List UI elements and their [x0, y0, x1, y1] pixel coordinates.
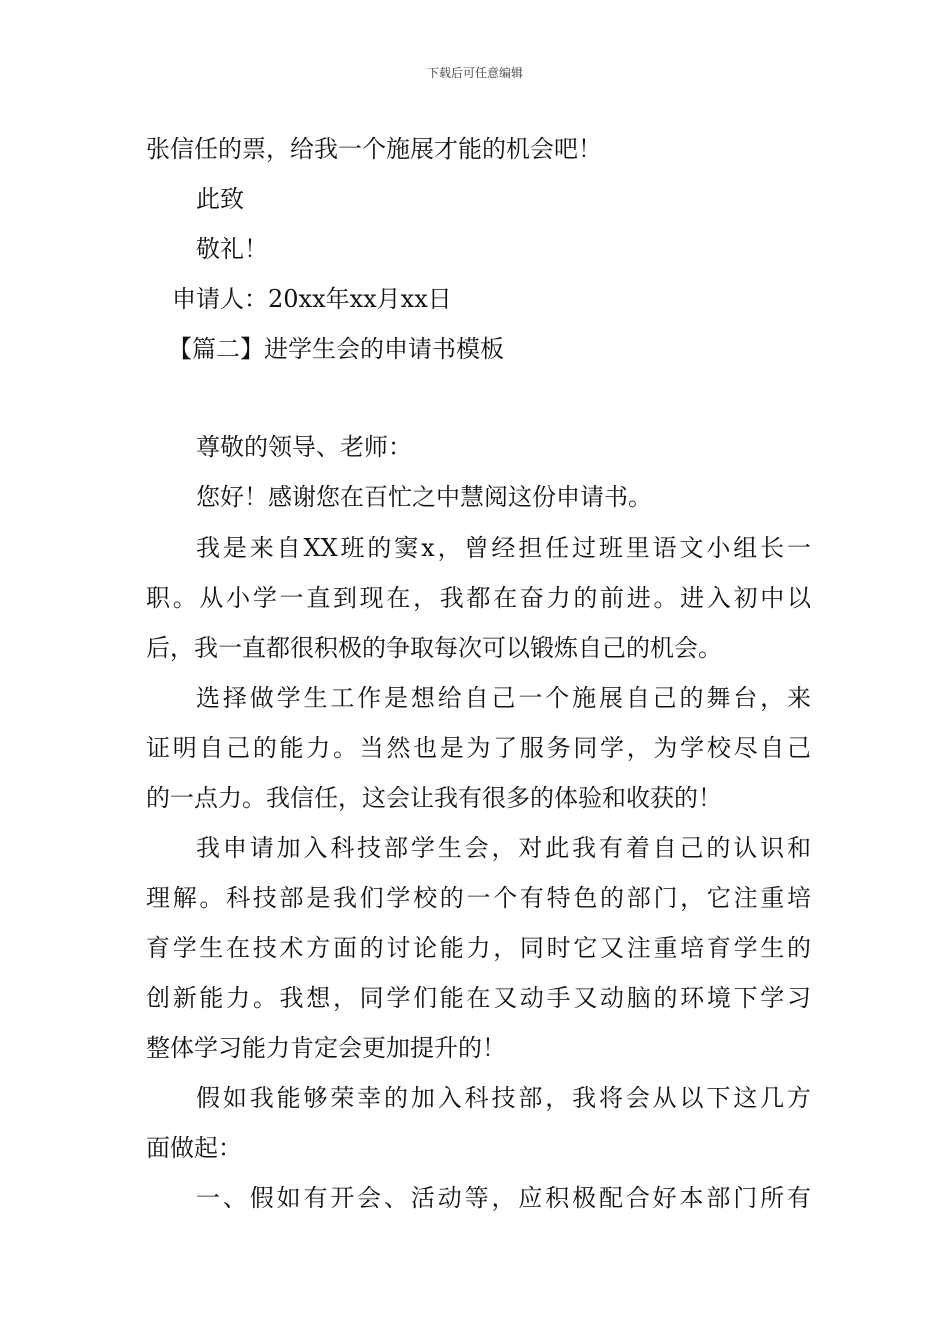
text-line-1: 张信任的票，给我一个施展才能的机会吧！: [146, 135, 602, 163]
opening-line: 您好！感谢您在百忙之中慧阅这份申请书。: [196, 483, 652, 511]
page-header: 下载后可任意编辑: [426, 66, 523, 80]
salutation-regards: 敬礼！: [196, 235, 268, 263]
paragraph-line: 面做起：: [146, 1134, 242, 1162]
salutation-closing: 此致: [196, 185, 244, 213]
section-title: 【篇二】进学生会的申请书模板: [168, 335, 504, 363]
paragraph-line: 理解。科技部是我们学校的一个有特色的部门，它注重培: [146, 884, 811, 912]
paragraph-line: 证明自己的能力。当然也是为了服务同学，为学校尽自己: [146, 734, 811, 762]
paragraph-line: 育学生在技术方面的讨论能力，同时它又注重培育学生的: [146, 934, 811, 962]
paragraph-line: 创新能力。我想，同学们能在又动手又动脑的环境下学习: [146, 984, 811, 1012]
applicant-date-line: 申请人：20xx年xx月xx日: [172, 285, 452, 313]
paragraph-line: 我是来自XX班的窦x，曾经担任过班里语文小组长一: [196, 534, 811, 562]
greeting-line: 尊敬的领导、老师：: [196, 433, 412, 461]
paragraph-line: 假如我能够荣幸的加入科技部，我将会从以下这几方: [196, 1084, 811, 1112]
paragraph-line: 我申请加入科技部学生会，对此我有着自己的认识和: [196, 834, 811, 862]
paragraph-line: 整体学习能力肯定会更加提升的！: [146, 1034, 506, 1062]
paragraph-line: 后，我一直都很积极的争取每次可以锻炼自己的机会。: [146, 634, 722, 662]
paragraph-line: 选择做学生工作是想给自己一个施展自己的舞台，来: [196, 684, 811, 712]
paragraph-line: 一、假如有开会、活动等，应积极配合好本部门所有: [196, 1184, 811, 1212]
paragraph-line: 职。从小学一直到现在，我都在奋力的前进。进入初中以: [146, 584, 811, 612]
paragraph-line: 的一点力。我信任，这会让我有很多的体验和收获的！: [146, 784, 722, 812]
